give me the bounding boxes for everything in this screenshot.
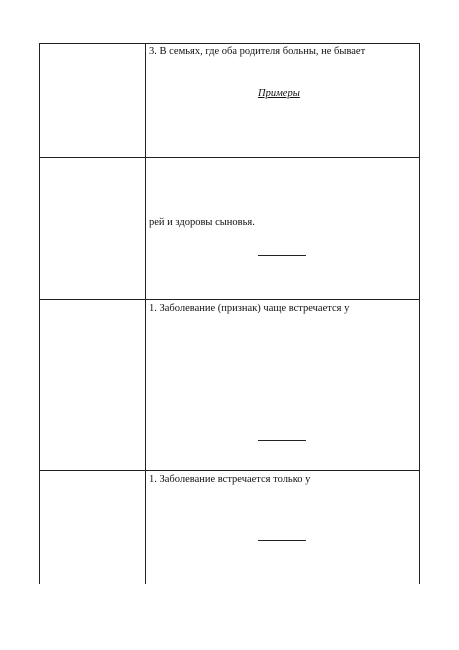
table-border-top: [39, 43, 420, 44]
row-2-text: рей и здоровы сыновья.: [149, 217, 255, 228]
examples-heading: Примеры: [258, 88, 300, 99]
row-4-answer-blank: [258, 540, 306, 541]
row-2-answer-blank: [258, 255, 306, 256]
row-4-text: 1. Заболевание встречается только у: [149, 474, 311, 485]
row-1-text: 3. В семьях, где оба родителя больны, не бывает: [149, 46, 366, 57]
table-column-divider: [145, 43, 146, 584]
table-border-left: [39, 43, 40, 584]
table-row-divider-2: [39, 299, 420, 300]
row-3-answer-blank: [258, 440, 306, 441]
table-border-right: [419, 43, 420, 584]
table-row-divider-3: [39, 470, 420, 471]
table-row-divider-1: [39, 157, 420, 158]
row-3-text: 1. Заболевание (признак) чаще встречается у: [149, 303, 350, 314]
